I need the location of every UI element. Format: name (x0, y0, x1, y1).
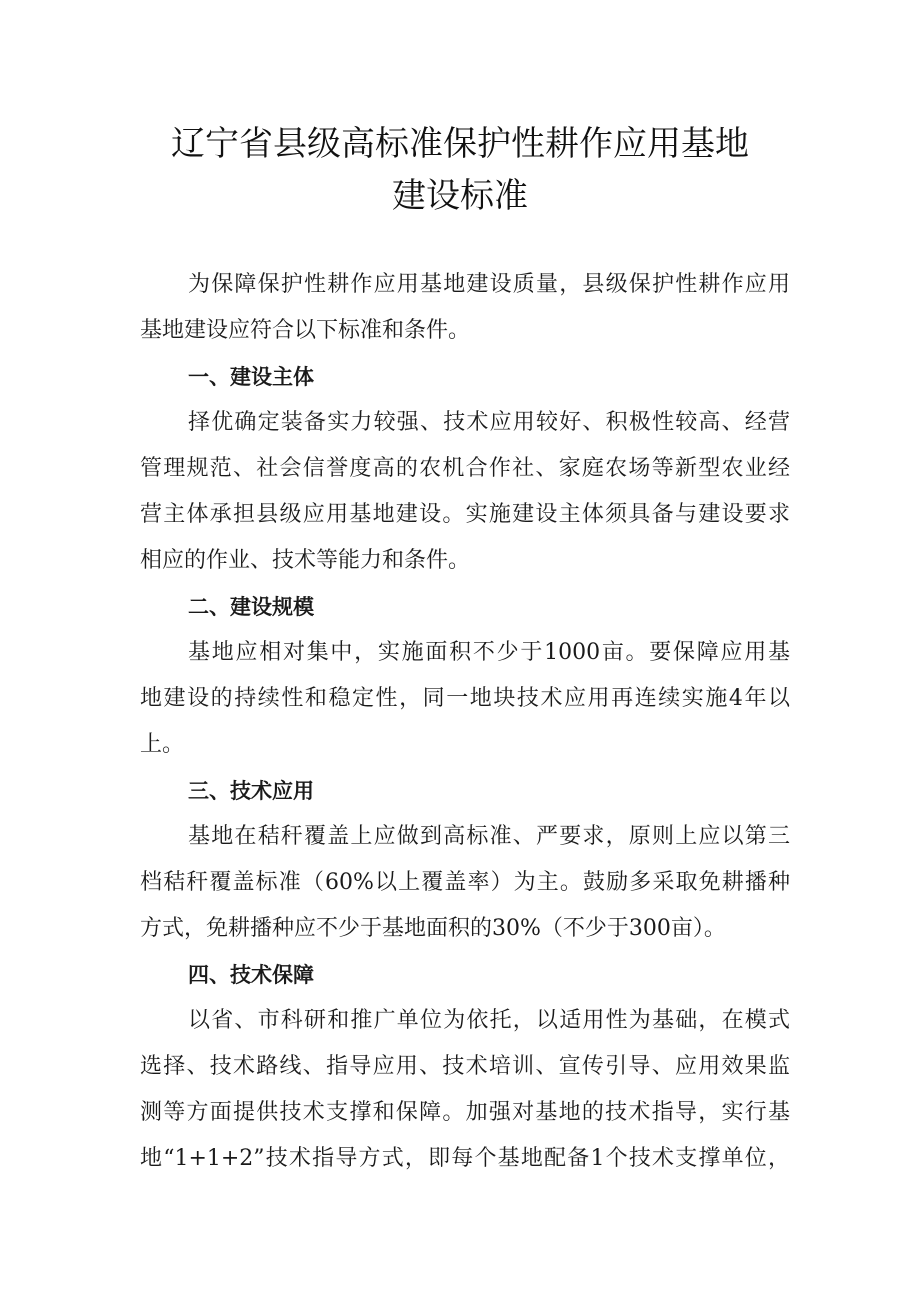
section-1-line: 营主体承担县级应用基地建设。实施建设主体须具备与建设要求 (140, 502, 790, 527)
section-4-line: 测等方面提供技术支撑和保障。加强对基地的技术指导，实行基 (140, 1100, 790, 1125)
section-4-line: 以省、市科研和推广单位为依托，以适用性为基础，在模式 (188, 1008, 790, 1033)
section-heading-1: 一、建设主体 (188, 365, 314, 389)
section-heading-4: 四、技术保障 (188, 963, 314, 987)
section-heading-2: 二、建设规模 (188, 595, 314, 619)
section-3-line: 方式，免耕播种应不少于基地面积的30%（不少于300亩）。 (140, 916, 726, 941)
section-heading-3: 三、技术应用 (188, 779, 314, 803)
section-2-line: 上。 (140, 732, 185, 757)
section-1-line: 管理规范、社会信誉度高的农机合作社、家庭农场等新型农业经 (140, 456, 790, 481)
document-title-line-2: 建设标准 (392, 176, 528, 216)
intro-line: 基地建设应符合以下标准和条件。 (140, 318, 471, 343)
section-2-line: 基地应相对集中，实施面积不少于1000亩。要保障应用基 (188, 640, 790, 665)
intro-line: 为保障保护性耕作应用基地建设质量，县级保护性耕作应用 (188, 272, 790, 297)
section-1-line: 择优确定装备实力较强、技术应用较好、积极性较高、经营 (188, 410, 790, 435)
section-3-line: 档秸秆覆盖标准（60%以上覆盖率）为主。鼓励多采取免耕播种 (140, 870, 790, 895)
document-body (140, 262, 790, 1182)
section-4-line: 选择、技术路线、指导应用、技术培训、宣传引导、应用效果监 (140, 1054, 790, 1079)
document-title-line-1: 辽宁省县级高标准保护性耕作应用基地 (171, 124, 749, 164)
section-2-line: 地建设的持续性和稳定性，同一地块技术应用再连续实施4年以 (140, 686, 790, 711)
section-1-line: 相应的作业、技术等能力和条件。 (140, 548, 471, 573)
section-3-line: 基地在秸秆覆盖上应做到高标准、严要求，原则上应以第三 (188, 824, 790, 849)
section-4-line: 地“1+1+2”技术指导方式，即每个基地配备1个技术支撑单位， (140, 1146, 790, 1171)
